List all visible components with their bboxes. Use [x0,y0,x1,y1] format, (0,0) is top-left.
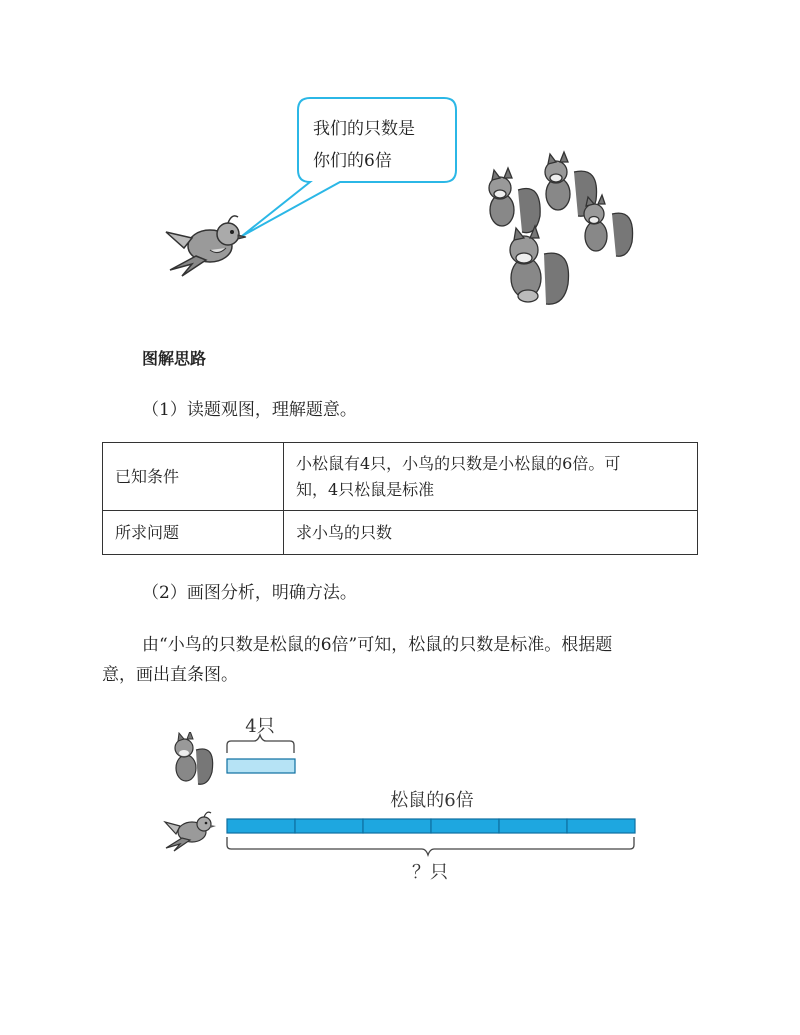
bird-bar-segment [363,819,431,833]
bird-bar-segment [567,819,635,833]
paragraph-line2: 意，画出直条图。 [102,665,238,685]
speech-bubble-text [313,113,443,177]
bird-bar-segment [499,819,567,833]
step-2-text: （2）画图分析，明确方法。 [142,583,357,603]
squirrels-illustration [478,150,638,315]
bird-bar-segment [295,819,363,833]
bar-diagram [220,705,660,890]
bird-count-label: ？只 [412,862,448,883]
step-1-text: （1）读题观图，理解题意。 [142,400,357,420]
speech-bubble-line1: 我们的只数是 [313,119,415,139]
squirrel-brace [227,735,294,753]
bird-brace [227,837,634,855]
paragraph-line1: 由“小鸟的只数是松鼠的6倍”可知，松鼠的只数是标准。根据题 [142,635,613,655]
squirrel-count-label: 4只 [245,716,275,737]
table-key-known: 已知条件 [103,443,284,511]
bird-multiple-label: 松鼠的6倍 [390,790,474,811]
info-table [102,442,698,555]
table-value-known [284,443,698,511]
bird-bar [227,819,635,833]
analysis-paragraph [142,630,702,660]
squirrel-3 [584,195,633,256]
squirrel-bar-segment [227,759,295,773]
squirrel-small-icon [168,732,218,787]
speech-bubble-line2: 你们的6倍 [313,151,392,171]
squirrel-4 [510,226,569,304]
bird-bar-segment [431,819,499,833]
table-value-question: 求小鸟的只数 [284,511,698,555]
table-value-known-line1: 小松鼠有4只，小鸟的只数是小松鼠的6倍。可 [296,453,621,473]
section-title: 图解思路 [142,349,207,368]
bird-illustration [162,208,252,278]
bird-small-icon [162,808,218,852]
squirrel-1 [489,168,540,233]
table-row [103,443,698,511]
table-row [103,511,698,555]
table-value-known-line2: 知，4只松鼠是标准 [296,479,435,499]
bird-bar-segment [227,819,295,833]
table-key-question: 所求问题 [103,511,284,555]
